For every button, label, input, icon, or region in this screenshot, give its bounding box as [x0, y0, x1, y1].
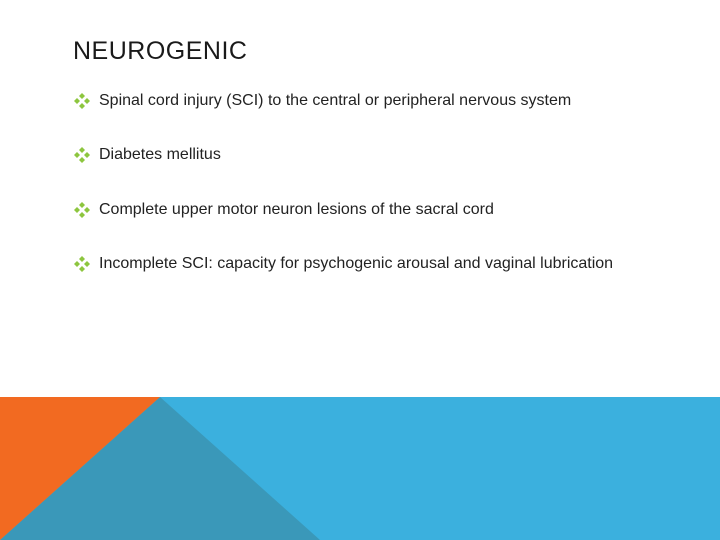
diamond-bullet-icon [73, 255, 91, 273]
diamond-bullet-icon [73, 146, 91, 164]
bullet-text: Incomplete SCI: capacity for psychogenic arousal and vaginal lubrication [99, 255, 614, 272]
bullet-text: Diabetes mellitus [99, 146, 221, 163]
diamond-bullet-icon [73, 92, 91, 110]
slide-title: NEUROGENIC [73, 37, 248, 65]
bullet-text: Spinal cord injury (SCI) to the central or peripheral nervous system [99, 92, 572, 109]
diamond-bullet-icon [73, 201, 91, 219]
decorative-footer-band [0, 397, 720, 540]
bullet-text: Complete upper motor neuron lesions of the sacral cord [99, 201, 494, 218]
